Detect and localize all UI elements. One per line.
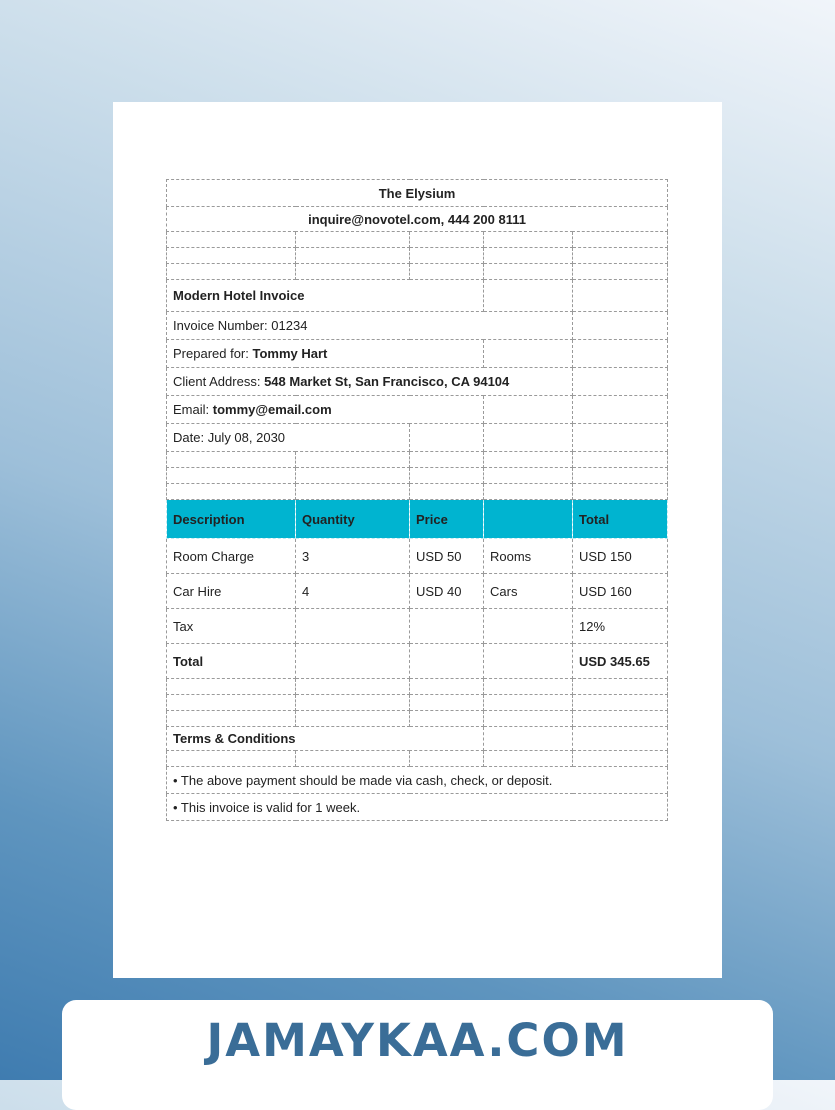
table-row bbox=[167, 539, 668, 574]
header-description: Description bbox=[167, 500, 296, 539]
item-price bbox=[410, 609, 484, 644]
header-quantity: Quantity bbox=[296, 500, 410, 539]
terms-item: • This invoice is valid for 1 week. bbox=[167, 794, 668, 821]
item-quantity: 3 bbox=[296, 539, 410, 574]
client-address: Client Address: 548 Market St, San Francisco, CA 94104 bbox=[167, 368, 573, 396]
item-total: 12% bbox=[573, 609, 668, 644]
item-description: Room Charge bbox=[167, 539, 296, 574]
invoice-date: Date: July 08, 2030 bbox=[167, 424, 410, 452]
watermark-text: JAMAYKAA.COM bbox=[206, 1014, 629, 1067]
item-total: USD 160 bbox=[573, 574, 668, 609]
total-row bbox=[167, 644, 668, 679]
item-unit: Rooms bbox=[484, 539, 573, 574]
invoice-title: Modern Hotel Invoice bbox=[167, 280, 484, 312]
hotel-name: The Elysium bbox=[167, 180, 668, 207]
header-unit bbox=[484, 500, 573, 539]
item-price: USD 40 bbox=[410, 574, 484, 609]
table-row bbox=[167, 609, 668, 644]
watermark-banner bbox=[62, 1000, 773, 1110]
item-unit bbox=[484, 609, 573, 644]
total-value: USD 345.65 bbox=[573, 644, 668, 679]
items-header-row bbox=[167, 500, 668, 539]
item-quantity: 4 bbox=[296, 574, 410, 609]
prepared-for: Prepared for: Tommy Hart bbox=[167, 340, 484, 368]
invoice-page bbox=[113, 102, 722, 978]
item-quantity bbox=[296, 609, 410, 644]
client-email: Email: tommy@email.com bbox=[167, 396, 484, 424]
item-total: USD 150 bbox=[573, 539, 668, 574]
invoice-number: Invoice Number: 01234 bbox=[167, 312, 573, 340]
hotel-contact: inquire@novotel.com, 444 200 8111 bbox=[167, 207, 668, 232]
header-price: Price bbox=[410, 500, 484, 539]
table-row bbox=[167, 574, 668, 609]
header-total: Total bbox=[573, 500, 668, 539]
item-description: Tax bbox=[167, 609, 296, 644]
item-price: USD 50 bbox=[410, 539, 484, 574]
total-label: Total bbox=[167, 644, 296, 679]
item-unit: Cars bbox=[484, 574, 573, 609]
invoice-sheet bbox=[166, 179, 668, 821]
terms-item: • The above payment should be made via cash, check, or deposit. bbox=[167, 767, 668, 794]
item-description: Car Hire bbox=[167, 574, 296, 609]
terms-title: Terms & Conditions bbox=[167, 727, 484, 751]
